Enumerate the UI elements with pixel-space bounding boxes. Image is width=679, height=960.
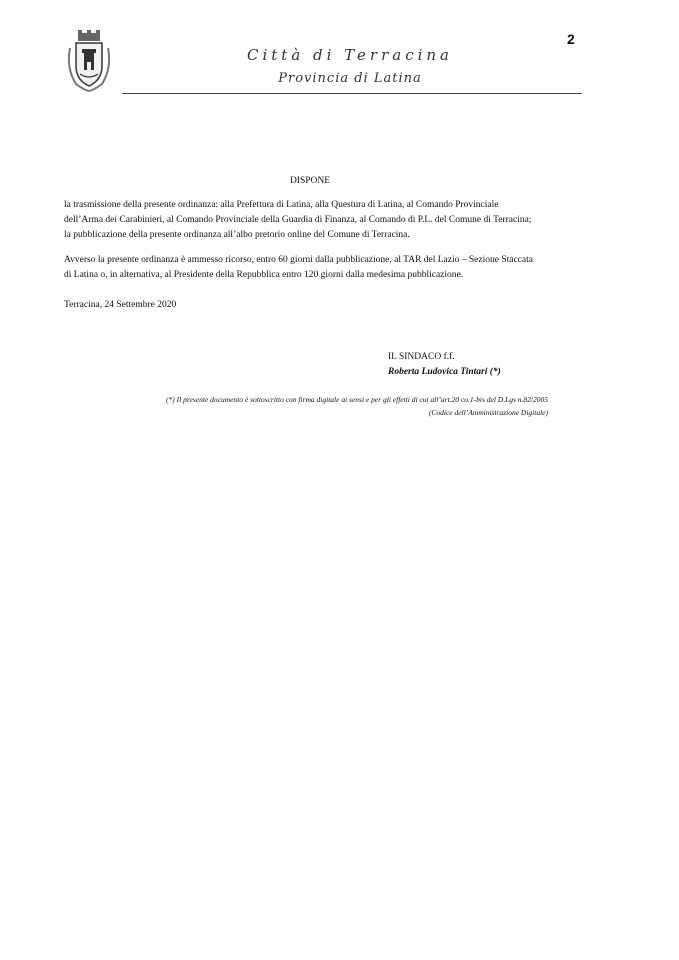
header-divider <box>122 93 582 94</box>
letterhead-subtitle: Provincia di Latina <box>278 71 422 86</box>
paragraph-line: di Latina o, in alternativa, al Presidente della Repubblica entro 120 giorni dalla medesima pubblicazione. <box>64 270 464 280</box>
letterhead-title: Città di Terracina <box>246 46 453 64</box>
paragraph-line: la trasmissione della presente ordinanza: alla Prefettura di Latina, alla Questura di Latina, al Comando Provinciale <box>64 200 499 210</box>
date-line: Terracina, 24 Settembre 2020 <box>64 300 177 310</box>
paragraph-transmission <box>64 198 548 243</box>
signer-title: IL SINDACO f.f. <box>388 352 455 362</box>
municipal-crest-icon <box>64 30 114 92</box>
section-heading: DISPONE <box>289 176 331 186</box>
paragraph-appeal <box>64 253 548 283</box>
footnote-line: (*) Il presente documento è sottoscritto con firma digitale ai sensi e per gli effetti di cui all’art.20 co.1-bis del D.Lgs n.82/2005 <box>166 395 548 404</box>
footnote-line: (Codice dell’Amministrazione Digitale) <box>428 408 548 417</box>
paragraph-line: la pubblicazione della presente ordinanza all’albo pretorio online del Comune di Terracina. <box>64 230 410 240</box>
paragraph-line: Avverso la presente ordinanza è ammesso ricorso, entro 60 giorni dalla pubblicazione, al TAR del Lazio – Sezione Staccata <box>64 255 533 265</box>
paragraph-line: dell’Arma dei Carabinieri, al Comando Provinciale della Guardia di Finanza, al Comando di P.L. del Comune di Terracina; <box>64 215 532 225</box>
page-number: 2 <box>567 31 575 47</box>
signer-name: Roberta Ludovica Tintari (*) <box>388 367 501 377</box>
